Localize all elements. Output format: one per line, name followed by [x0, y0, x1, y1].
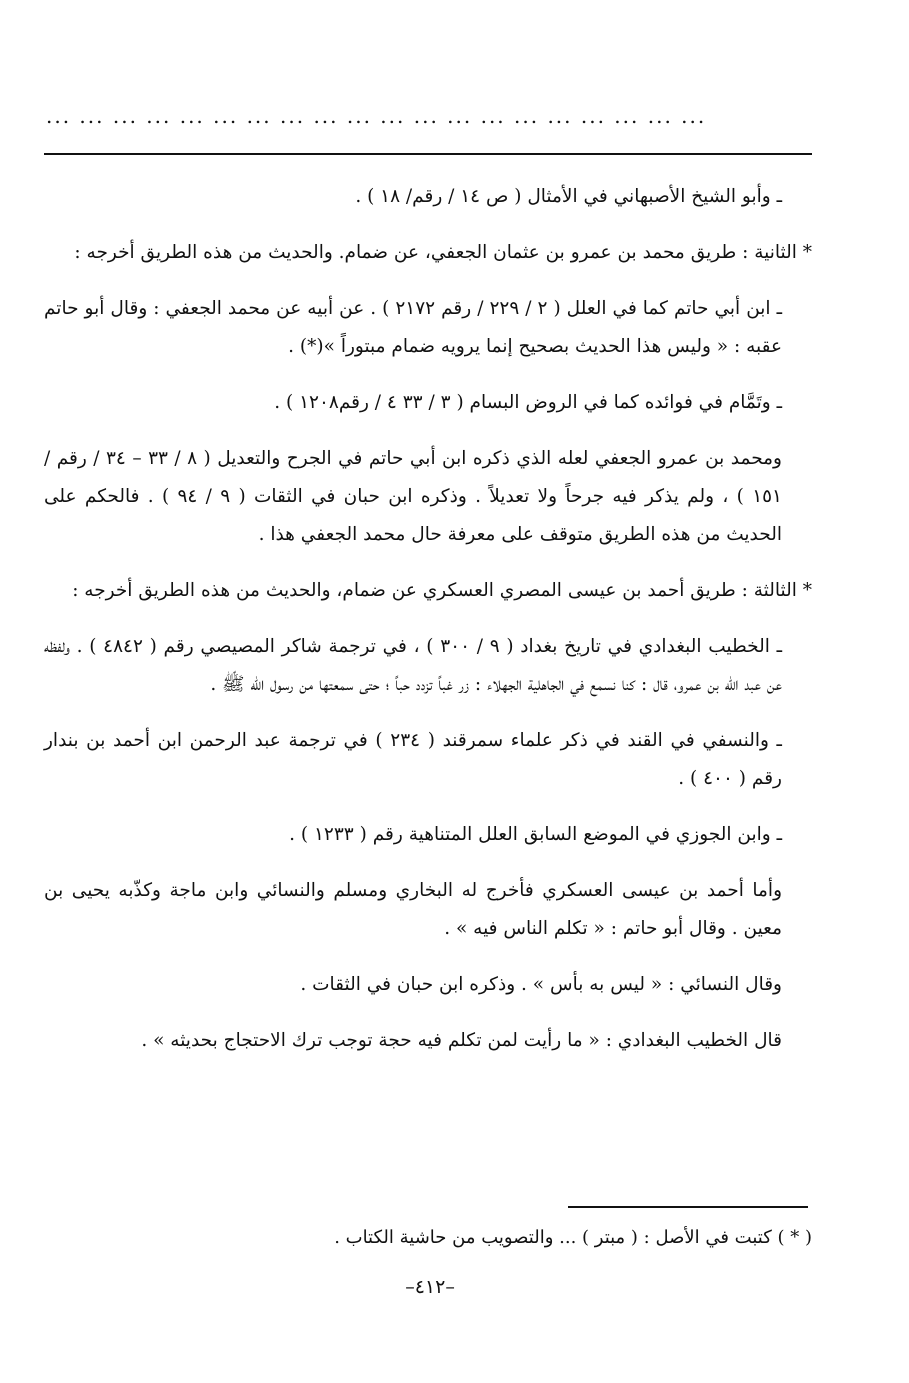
paragraph-second-route: * الثانية : طريق محمد بن عمرو بن عثمان الجعفي، عن ضمام. والحديث من هذه الطريق أخرجه :	[74, 242, 812, 263]
paragraph-nasai: وقال النسائي : « ليس به بأس » . وذكره ابن حبان في الثقات .	[300, 974, 782, 995]
paragraph-ibn-jawzi: ـ وابن الجوزي في الموضع السابق العلل المتناهية رقم ( ١٢٣٣ ) .	[289, 824, 782, 845]
paragraph-nasafi: ـ والنسفي في القند في ذكر علماء سمرقند ( ٢٣٤ ) في ترجمة عبد الرحمن ابن أحمد بن بندار رقم ( ٤٠٠ ) .	[44, 730, 782, 789]
paragraph-third-route: * الثالثة : طريق أحمد بن عيسى المصري العسكري عن ضمام، والحديث من هذه الطريق أخرجه :	[72, 580, 812, 601]
page-number: –٤١٢–	[405, 1276, 455, 1298]
footnote: ( * ) كتبت في الأصل : ( مبتر ) ... والتصويب من حاشية الكتاب .	[334, 1227, 812, 1248]
paragraph-abu-shaykh: ـ وأبو الشيخ الأصبهاني في الأمثال ( ص ١٤ / رقم/ ١٨ ) .	[355, 186, 782, 207]
paragraph-tammam: ـ وتَمَّام في فوائده كما في الروض البسام ( ٣ / ٣٣ ٤ / رقم١٢٠٨ ) .	[274, 392, 782, 413]
top-ellipsis: ... ... ... ... ... ... ... ... ... ... ... ... ... ... ... ... ... ... ... ...	[46, 104, 707, 128]
paragraph-khatib: ـ الخطيب البغدادي في تاريخ بغداد ( ٩ / ٣٠٠ ) ، في ترجمة شاكر المصيصي رقم ( ٤٨٤٢ ) . ولفظه عن عبد الله بن عمرو، قال : كنا نسمع في الجاهلية الجهلاء : زر غباً تزدد حباً ؛ حتى سمعتها من رسول الله ﷺ .	[44, 636, 782, 695]
paragraph-khatib-quote: قال الخطيب البغدادي : « ما رأيت لمن تكلم فيه حجة توجب ترك الاحتجاج بحديثه » .	[141, 1030, 782, 1051]
paragraph-ahmad-askari: وأما أحمد بن عيسى العسكري فأخرج له البخاري ومسلم والنسائي وابن ماجة وكذّبه يحيى بن معين . وقال أبو حاتم : « تكلم الناس فيه » .	[44, 880, 782, 939]
paragraph-muhammad-jufi: ومحمد بن عمرو الجعفي لعله الذي ذكره ابن أبي حاتم في الجرح والتعديل ( ٨ / ٣٣ – ٣٤ / رقم / ١٥١ ) ، ولم يذكر فيه جرحاً ولا تعديلاً . وذكره ابن حبان في الثقات ( ٩ / ٩٤ ) . فالحكم على الحديث من هذه الطريق متوقف على معرفة حال محمد الجعفي هذا .	[44, 448, 782, 545]
top-divider	[44, 153, 812, 155]
footnote-divider	[568, 1206, 808, 1208]
body-text	[44, 178, 812, 1078]
paragraph-ibn-abi-hatim: ـ ابن أبي حاتم كما في العلل ( ٢ / ٢٢٩ / رقم ٢١٧٢ ) . عن أبيه عن محمد الجعفي : وقال أبو حاتم عقبه : « وليس هذا الحديث بصحيح إنما يرويه ضمام مبتوراً »(*) .	[44, 298, 782, 357]
